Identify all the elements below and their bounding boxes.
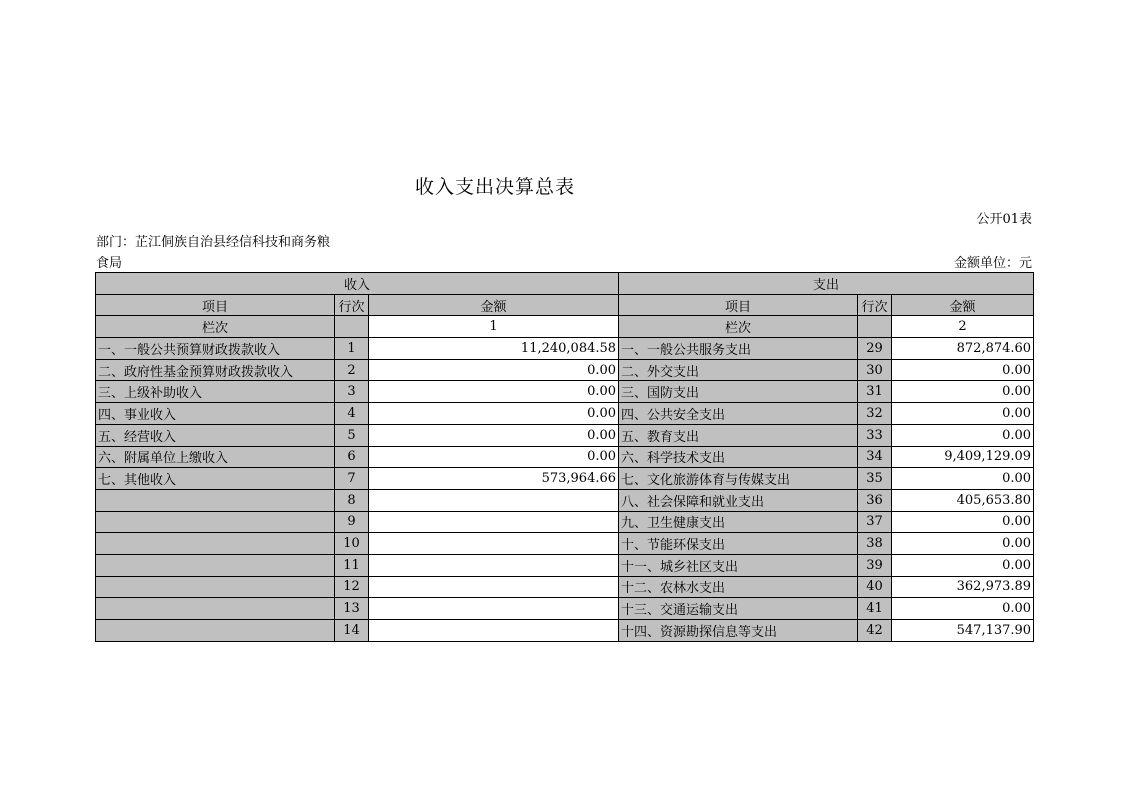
expense-amount-cell: 362,973.89 <box>892 576 1034 598</box>
expense-row-no-cell: 30 <box>858 359 892 381</box>
expense-row-no-cell: 31 <box>858 381 892 403</box>
expense-amount-cell: 0.00 <box>892 381 1034 403</box>
expense-item-cell: 七、文化旅游体育与传媒支出 <box>619 468 858 490</box>
income-amount-cell <box>369 554 619 576</box>
expense-item-cell: 十四、资源勘探信息等支出 <box>619 620 858 642</box>
income-item-cell: 二、政府性基金预算财政拨款收入 <box>96 359 335 381</box>
income-amount-cell <box>369 620 619 642</box>
income-amount-cell: 0.00 <box>369 446 619 468</box>
table-row <box>96 446 1034 468</box>
income-column-number: 1 <box>369 316 619 338</box>
income-item-header: 项目 <box>96 294 335 316</box>
table-row <box>96 554 1034 576</box>
expense-amount-cell: 872,874.60 <box>892 338 1034 360</box>
income-row-no-cell: 2 <box>335 359 369 381</box>
expense-amount-cell: 0.00 <box>892 554 1034 576</box>
expense-amount-cell: 0.00 <box>892 533 1034 555</box>
table-row <box>96 381 1034 403</box>
expense-amount-cell: 0.00 <box>892 468 1034 490</box>
expense-item-cell: 三、国防支出 <box>619 381 858 403</box>
expense-row-no-cell: 40 <box>858 576 892 598</box>
expense-row-no-header: 行次 <box>858 294 892 316</box>
expense-amount-cell: 405,653.80 <box>892 489 1034 511</box>
expense-item-cell: 五、教育支出 <box>619 424 858 446</box>
expense-item-cell: 十三、交通运输支出 <box>619 598 858 620</box>
income-item-cell: 一、一般公共预算财政拨款收入 <box>96 338 335 360</box>
expense-amount-cell: 547,137.90 <box>892 620 1034 642</box>
amount-unit: 金额单位：元 <box>953 256 1032 271</box>
income-amount-cell <box>369 598 619 620</box>
expense-row-no-cell: 29 <box>858 338 892 360</box>
income-amount-cell <box>369 511 619 533</box>
income-row-no-cell: 6 <box>335 446 369 468</box>
expense-amount-cell: 0.00 <box>892 511 1034 533</box>
column-number-row <box>96 316 1034 338</box>
expense-item-cell: 八、社会保障和就业支出 <box>619 489 858 511</box>
income-row-no-header: 行次 <box>335 294 369 316</box>
expense-amount-cell: 0.00 <box>892 598 1034 620</box>
expense-row-no-cell: 42 <box>858 620 892 642</box>
expense-item-header: 项目 <box>619 294 858 316</box>
expense-row-no-cell: 37 <box>858 511 892 533</box>
expense-column-no-blank <box>858 316 892 338</box>
income-row-no-cell: 4 <box>335 403 369 425</box>
income-row-no-cell: 12 <box>335 576 369 598</box>
expense-row-no-cell: 36 <box>858 489 892 511</box>
expense-item-cell: 十二、农林水支出 <box>619 576 858 598</box>
table-row <box>96 598 1034 620</box>
section-header-row <box>96 273 1034 295</box>
income-item-cell <box>96 554 335 576</box>
income-expense-table <box>95 272 1034 642</box>
income-row-no-cell: 14 <box>335 620 369 642</box>
income-item-cell <box>96 576 335 598</box>
expense-row-no-cell: 35 <box>858 468 892 490</box>
table-row <box>96 511 1034 533</box>
expense-amount-header: 金额 <box>892 294 1034 316</box>
income-row-no-cell: 5 <box>335 424 369 446</box>
expense-item-cell: 一、一般公共服务支出 <box>619 338 858 360</box>
income-column-no-blank <box>335 316 369 338</box>
expense-amount-cell: 0.00 <box>892 359 1034 381</box>
income-row-no-cell: 13 <box>335 598 369 620</box>
expense-row-no-cell: 32 <box>858 403 892 425</box>
column-header-row <box>96 294 1034 316</box>
table-row <box>96 620 1034 642</box>
expense-item-cell: 九、卫生健康支出 <box>619 511 858 533</box>
income-amount-cell <box>369 489 619 511</box>
expense-item-cell: 四、公共安全支出 <box>619 403 858 425</box>
department-label <box>96 232 346 274</box>
expense-row-no-cell: 38 <box>858 533 892 555</box>
expense-row-no-cell: 33 <box>858 424 892 446</box>
income-amount-cell: 573,964.66 <box>369 468 619 490</box>
table-row <box>96 576 1034 598</box>
table-row <box>96 403 1034 425</box>
income-amount-cell <box>369 533 619 555</box>
income-row-no-cell: 9 <box>335 511 369 533</box>
income-row-no-cell: 3 <box>335 381 369 403</box>
expense-row-no-cell: 39 <box>858 554 892 576</box>
income-row-no-cell: 8 <box>335 489 369 511</box>
expense-row-no-cell: 41 <box>858 598 892 620</box>
income-row-no-cell: 11 <box>335 554 369 576</box>
expense-item-cell: 六、科学技术支出 <box>619 446 858 468</box>
income-row-no-cell: 1 <box>335 338 369 360</box>
income-amount-cell: 0.00 <box>369 359 619 381</box>
income-item-cell <box>96 489 335 511</box>
table-row <box>96 489 1034 511</box>
expense-section-header: 支出 <box>619 273 1034 295</box>
income-item-cell <box>96 620 335 642</box>
income-column-no-label: 栏次 <box>96 316 335 338</box>
report-title: 收入支出决算总表 <box>414 176 575 198</box>
expense-amount-cell: 0.00 <box>892 403 1034 425</box>
expense-column-no-label: 栏次 <box>619 316 858 338</box>
income-item-cell <box>96 511 335 533</box>
income-row-no-cell: 10 <box>335 533 369 555</box>
income-item-cell: 六、附属单位上缴收入 <box>96 446 335 468</box>
income-row-no-cell: 7 <box>335 468 369 490</box>
department-line-2: 食局 <box>96 256 123 271</box>
income-item-cell: 四、事业收入 <box>96 403 335 425</box>
expense-amount-cell: 9,409,129.09 <box>892 446 1034 468</box>
department-line-1: 部门：芷江侗族自治县经信科技和商务粮 <box>96 235 331 250</box>
income-item-cell <box>96 533 335 555</box>
expense-amount-cell: 0.00 <box>892 424 1034 446</box>
expense-item-cell: 十、节能环保支出 <box>619 533 858 555</box>
income-item-cell: 五、经营收入 <box>96 424 335 446</box>
table-row <box>96 359 1034 381</box>
income-amount-cell: 11,240,084.58 <box>369 338 619 360</box>
income-amount-cell: 0.00 <box>369 424 619 446</box>
income-amount-header: 金额 <box>369 294 619 316</box>
form-code: 公开01表 <box>976 212 1032 227</box>
expense-item-cell: 二、外交支出 <box>619 359 858 381</box>
table-row <box>96 338 1034 360</box>
expense-row-no-cell: 34 <box>858 446 892 468</box>
income-item-cell <box>96 598 335 620</box>
expense-item-cell: 十一、城乡社区支出 <box>619 554 858 576</box>
income-item-cell: 三、上级补助收入 <box>96 381 335 403</box>
table-row <box>96 424 1034 446</box>
expense-column-number: 2 <box>892 316 1034 338</box>
income-amount-cell: 0.00 <box>369 403 619 425</box>
income-amount-cell <box>369 576 619 598</box>
income-amount-cell: 0.00 <box>369 381 619 403</box>
income-section-header: 收入 <box>96 273 619 295</box>
table-row <box>96 533 1034 555</box>
table-row <box>96 468 1034 490</box>
income-item-cell: 七、其他收入 <box>96 468 335 490</box>
